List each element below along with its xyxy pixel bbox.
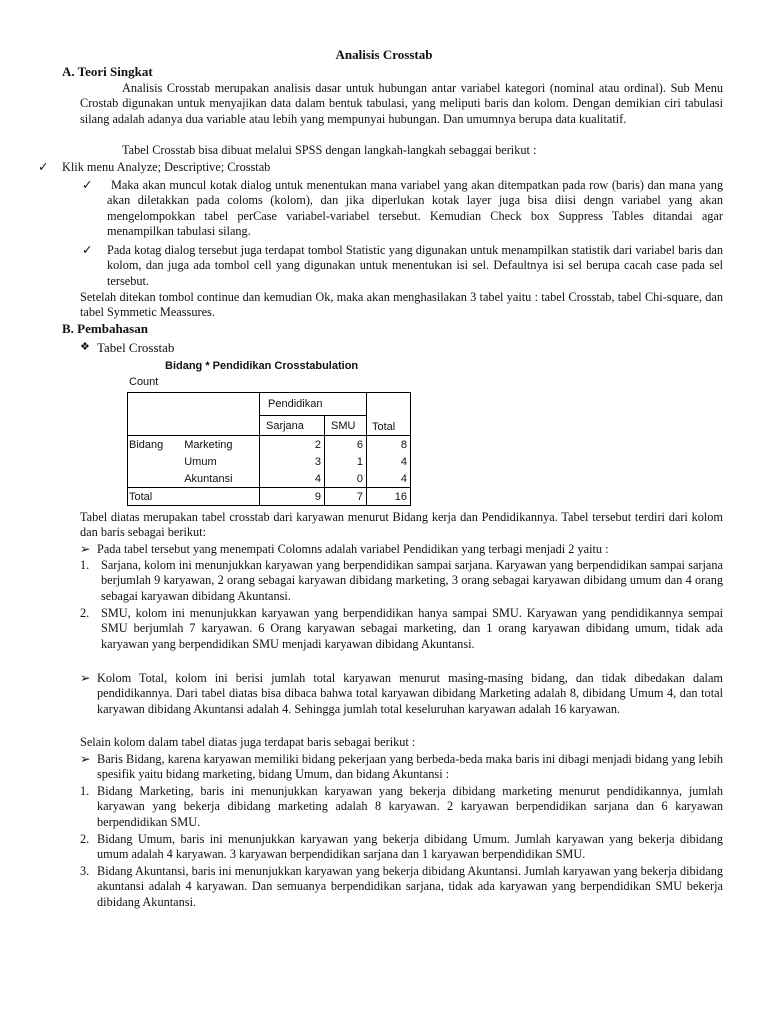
check-item-1: Maka akan muncul kotak dialog untuk menentukan mana variabel yang akan ditempatkan pada row (baris) dan mana yang akan diletakkan pada coloms (kolom), dan jika diperlukan kotak layer juga bisa diisi dengn variabel yang akan mengelompokkan tabel perCase variabel-variabel tersebut. Kemudian Check box Suppress Tables ditandai agar menampilkan tabulasi silang.	[107, 178, 723, 239]
list-number: 1.	[80, 784, 90, 798]
column-header-sarjana: Sarjana	[260, 416, 325, 436]
cell-value: 4	[260, 470, 325, 488]
list-number: 2.	[80, 832, 90, 846]
cell-value: 6	[356, 438, 363, 451]
arrow-item-2: Kolom Total, kolom ini berisi jumlah total karyawan menurut masing-masing bidang, dan tidak dibedakan dalam pendidikannya. Dari tabel diatas bisa dibaca bahwa total karyawan dibidang Marketing adalah 8, dibidang Umum 4, dan total karyawan dibidang Akuntansi adalah 4. Sehingga jumlah total keseluruhan karyawan adalah 16 karyawan.	[97, 671, 723, 716]
cell-value: 9	[260, 488, 325, 506]
cell-value: 3	[260, 453, 325, 470]
cell-value: 4	[367, 453, 411, 470]
cell-value: 4	[367, 470, 411, 488]
diamond-bullet-icon: ❖	[80, 341, 90, 353]
cell-value: 2	[260, 436, 325, 454]
list-number: 1.	[80, 558, 90, 572]
row-group-label: Bidang	[128, 436, 182, 454]
section-a-paragraph-1: Analisis Crosstab merupakan analisis dasar untuk hubungan antar variabel kategori (nominal atau ordinal). Sub Menu Crostab digunakan untuk menyajikan data dalam bentuk tabulasi, yang meliputi baris dan kolom. Dengan demikian ciri tabulasi silang adalah adanya dua variable atau lebih yang mempunyai hubungan. Dan umumnya berupa data kualitatif.	[80, 81, 723, 126]
arrow-item-3: Baris Bidang, karena karyawan memiliki bidang pekerjaan yang berbeda-beda maka baris ini dibagi menjadi bidang yang lebih spesifik yaitu bidang marketing, bidang Umum, dan bidang Akuntansi :	[97, 752, 723, 782]
list-item-umum: Bidang Umum, baris ini menunjukkan karyawan yang bekerja dibidang Umum. Jumlah karyawan yang bekerja dibidang umum adalah 4 karyawan. 3 karyawan berpendidikan sarjana dan 1 karyawan berpendidikan SMU.	[97, 832, 723, 862]
table-corner-cell	[128, 393, 260, 436]
column-header-smu: SMU	[325, 416, 367, 436]
section-a-heading: A. Teori Singkat	[62, 64, 153, 79]
table-row	[128, 470, 411, 488]
cell-value: 16	[367, 488, 411, 506]
crosstab-table	[127, 392, 411, 506]
list-item-akuntansi: Bidang Akuntansi, baris ini menunjukkan karyawan yang bekerja dibidang Akuntansi. Jumlah karyawan yang bekerja dibidang akuntansi adalah 4 karyawan. Dan semuanya berpendidikan sarjana, tidak ada karyawan yang berpendidikan SMU bekerja dibidang Akuntansi.	[97, 864, 723, 909]
row-label: Akuntansi	[181, 470, 259, 488]
checkmark-icon: ✓	[82, 243, 93, 257]
section-a-paragraph-2: Tabel Crosstab bisa dibuat melalui SPSS dengan langkah-langkah sebaggai berikut :	[122, 143, 537, 157]
table-count-label: Count	[129, 376, 159, 388]
row-label: Marketing	[181, 436, 259, 454]
list-item-sarjana: Sarjana, kolom ini menunjukkan karyawan yang berpendidikan sampai sarjana. Karyawan yang berpendidikan sampai sarjana berjumlah 9 karyawan, 2 orang sebagai karyawan dibidang marketing, 3 orang sebagai karyawan dibidang umum dan 4 orang sebagai karyawan dibidang Akuntansi.	[101, 558, 723, 603]
checkmark-icon: ✓	[38, 160, 49, 174]
cell-value: 1	[356, 455, 363, 468]
row-group-spacer	[128, 453, 182, 470]
cell-value: 8	[367, 436, 411, 454]
column-header-total: Total	[367, 393, 411, 436]
list-number: 2.	[80, 606, 90, 620]
arrow-bullet-icon: ➢	[80, 542, 91, 556]
check-item-2: Pada kotag dialog tersebut juga terdapat tombol Statistic yang digunakan untuk menampilkan statistik dari variabel baris dan kolom, dan juga ada tombol cell yang digunakan untuk menentukan isi sel. Defaultnya isi sel berupa cacah case pada sel tersebut.	[107, 243, 723, 288]
table-total-row	[128, 488, 411, 506]
table-caption: Bidang * Pendidikan Crosstabulation	[165, 360, 359, 372]
table-row	[128, 453, 411, 470]
total-row-label: Total	[128, 488, 260, 506]
cell-value: 0	[325, 470, 367, 488]
row-label: Umum	[181, 453, 259, 470]
list-item-smu: SMU, kolom ini menunjukkan karyawan yang berpendidikan hanya sampai SMU. Karyawan yang pendidikannya sempai SMU berjumlah 7 karyawan. 6 Orang karyawan sebagai marketing, dan 1 orang karyawan dibidang umum, tidak ada karyawan yang berpendidikan SMU menjadi karyawan dibidang Akuntansi.	[101, 606, 723, 651]
row-group-spacer	[128, 470, 182, 488]
page-title: Analisis Crosstab	[335, 47, 433, 62]
table-header-row	[128, 393, 411, 416]
cell-value: 7	[325, 488, 367, 506]
section-a-paragraph-3: Setelah ditekan tombol continue dan kemudian Ok, maka akan menghasilakan 3 tabel yaitu : tabel Crosstab, tabel Chi-square, dan tabel Symmetic Meassures.	[80, 290, 723, 320]
section-b-heading: B. Pembahasan	[62, 321, 148, 336]
section-b-subheading: Tabel Crosstab	[97, 340, 175, 355]
column-group-header: Pendidikan	[260, 393, 367, 416]
arrow-bullet-icon: ➢	[80, 671, 91, 685]
arrow-bullet-icon: ➢	[80, 752, 91, 766]
table-row	[128, 436, 411, 454]
list-item-marketing: Bidang Marketing, baris ini menunjukkan karyawan yang bekerja dibidang marketing menurut pendidikannya, jumlah karyawan yang bekerja dibidang marketing adalah 8 karyawan. 2 karyawan berpendidikan sarjana dan 6 karyawan berpendidikan SMU.	[97, 784, 723, 829]
list-number: 3.	[80, 864, 90, 878]
checkmark-icon: ✓	[82, 178, 93, 192]
discussion-paragraph-2: Selain kolom dalam tabel diatas juga terdapat baris sebagai berikut :	[80, 735, 416, 749]
arrow-item-1: Pada tabel tersebut yang menempati Colomns adalah variabel Pendidikan yang terbagi menjadi 2 yaitu :	[97, 542, 609, 556]
check-item-main: Klik menu Analyze; Descriptive; Crosstab	[62, 160, 271, 174]
discussion-paragraph-1: Tabel diatas merupakan tabel crosstab dari karyawan menurut Bidang kerja dan Pendidikannya. Tabel tersebut terdiri dari kolom dan baris sebagai berikut:	[80, 510, 723, 540]
